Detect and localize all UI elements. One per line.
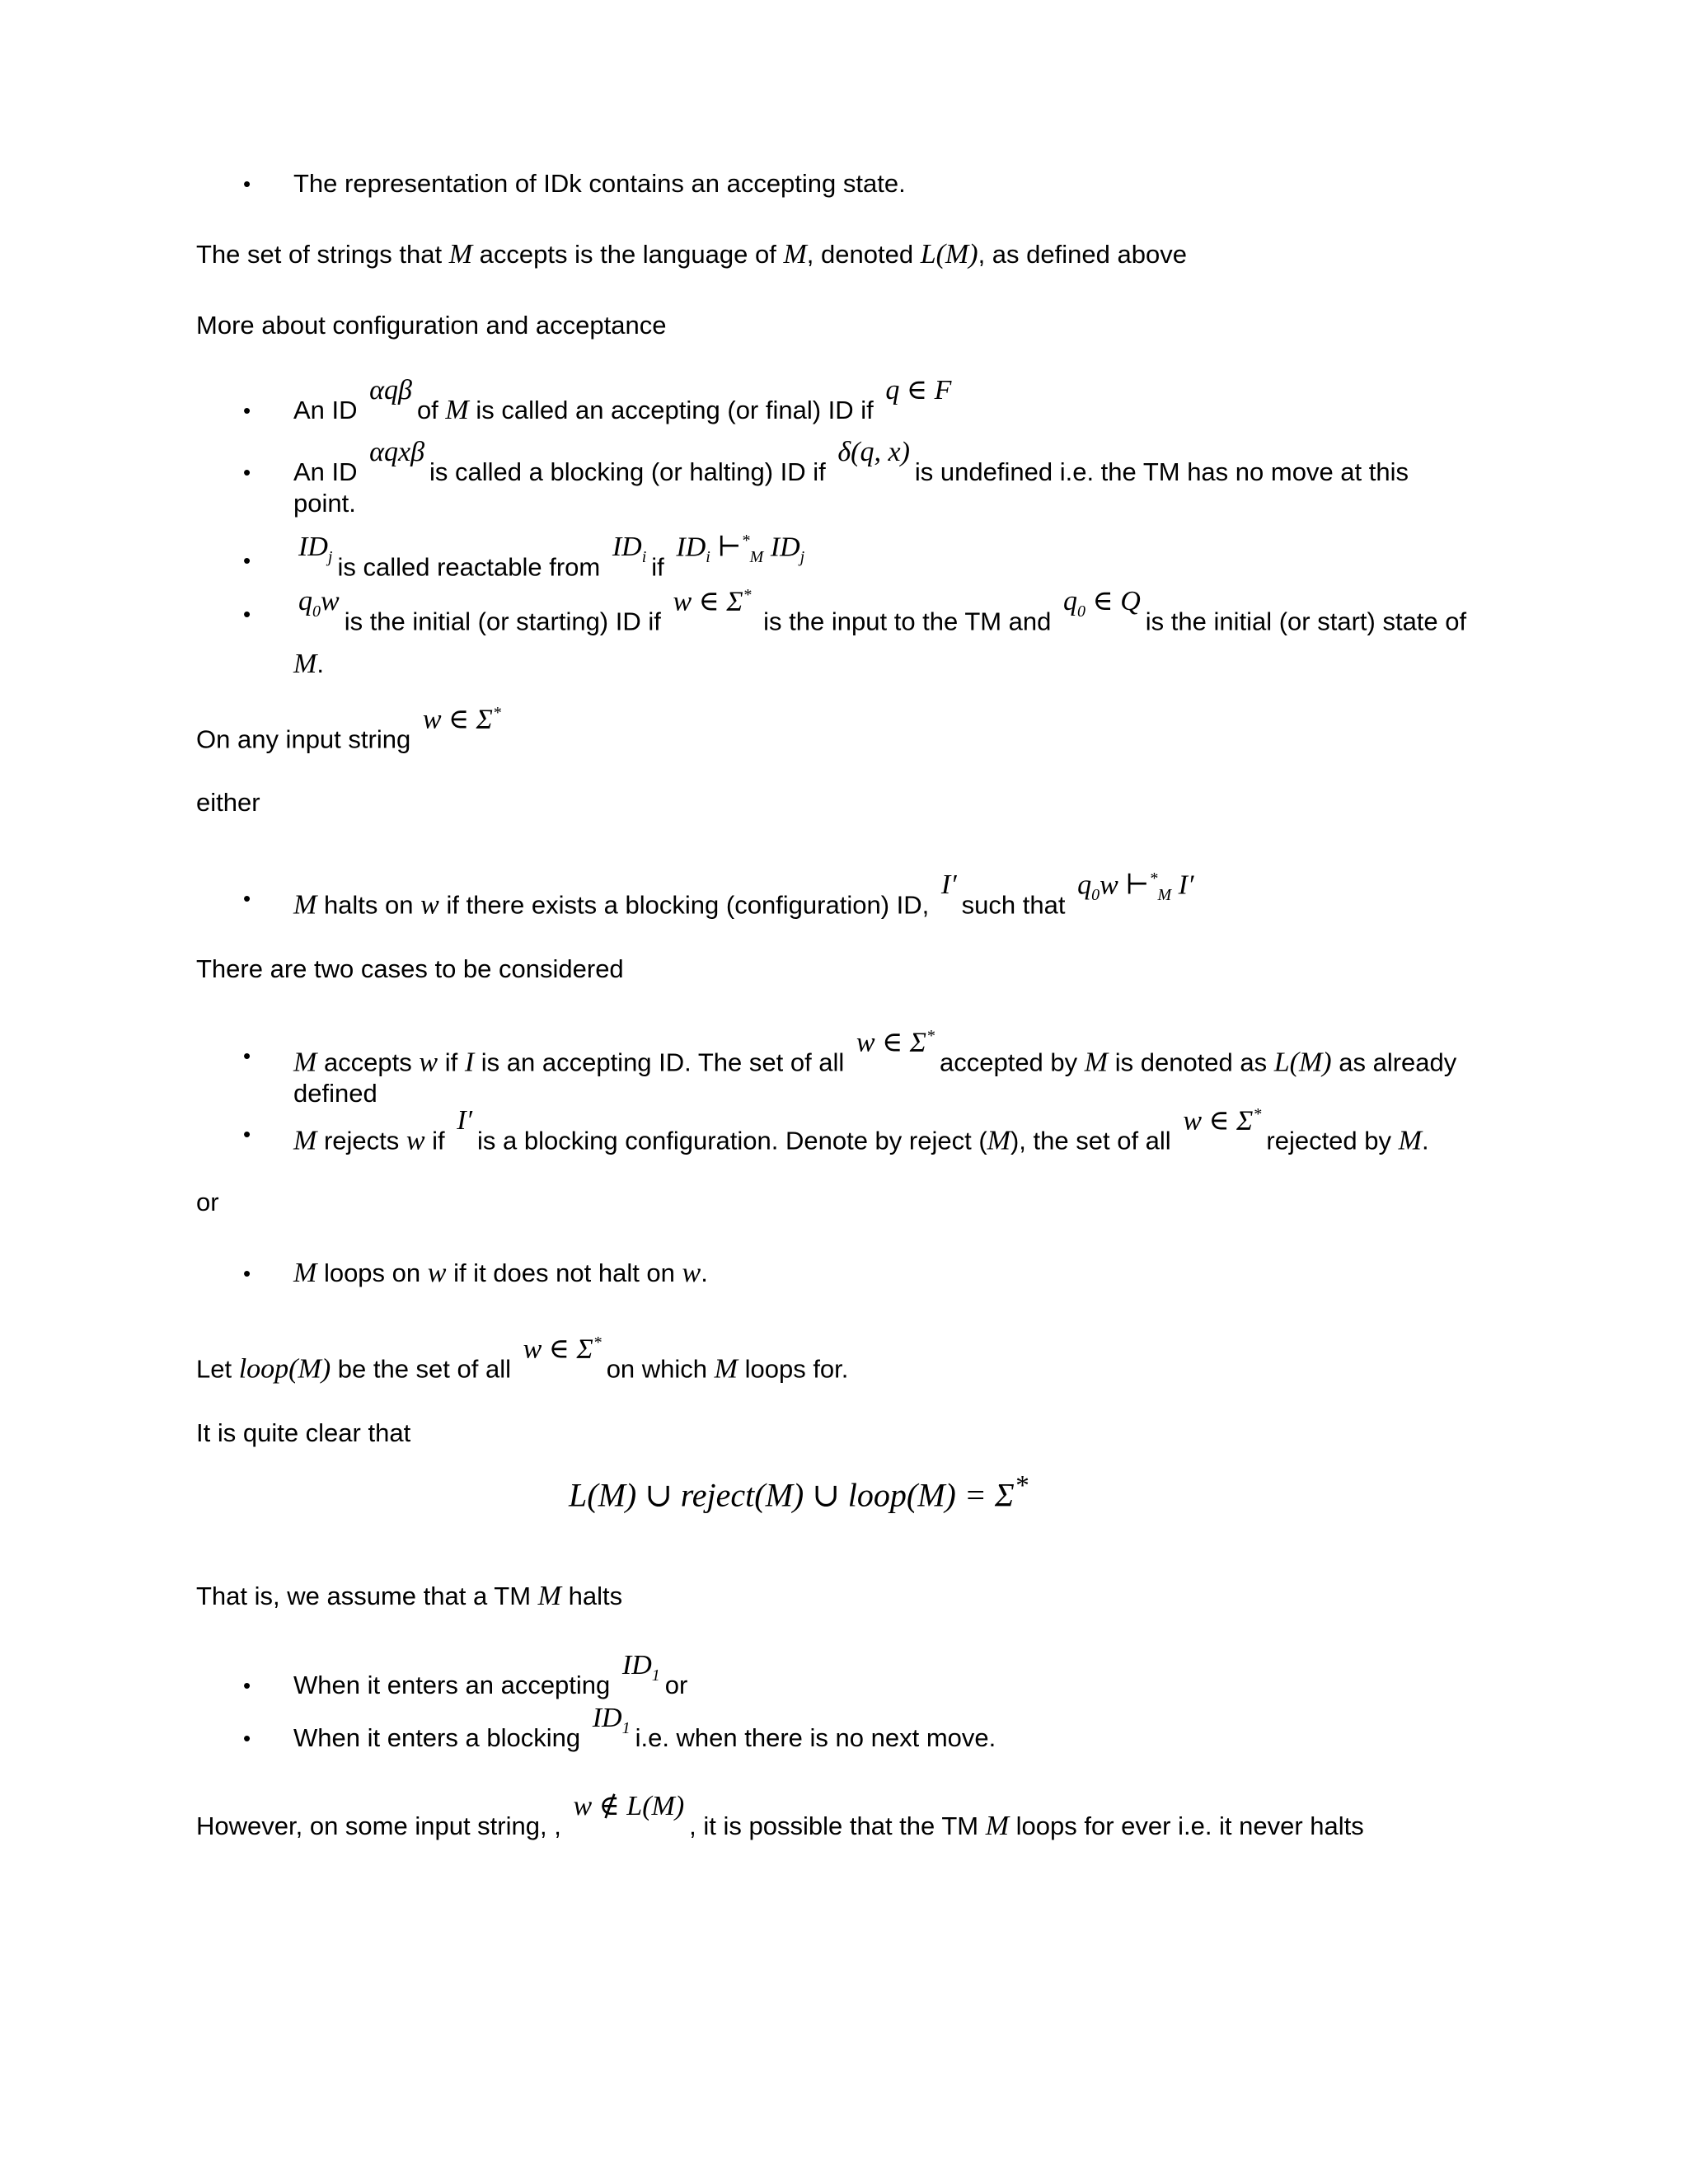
- text: either: [196, 788, 260, 817]
- math-M: M: [293, 649, 317, 680]
- math-w: w: [419, 1047, 438, 1078]
- paragraph-input-string: [196, 704, 506, 755]
- formula-I-prime: I′: [457, 1105, 473, 1137]
- equation-text: L(M) ∪ reject(M) ∪ loop(M) = Σ: [569, 1476, 1015, 1514]
- text: ), the set of all: [1010, 1126, 1179, 1155]
- text: be the set of all: [331, 1354, 518, 1384]
- formula-q-in-F: q ∈ F: [885, 375, 952, 405]
- text: is the initial (or start) state of: [1145, 607, 1467, 636]
- text: , it is possible that the TM: [689, 1811, 986, 1840]
- text: , denoted: [806, 240, 921, 269]
- text: When it enters an accepting: [293, 1671, 617, 1699]
- bullet-icon: •: [243, 398, 251, 423]
- text: There are two cases to be considered: [196, 954, 624, 983]
- formula-q0w-yields-I-prime: $q_0w$ $⊢^*_M$ I′: [1077, 869, 1194, 905]
- bullet-icon: •: [243, 1122, 251, 1146]
- bullet-icon: •: [243, 602, 251, 626]
- text: It is quite clear that: [196, 1418, 411, 1447]
- math-M: M: [445, 395, 469, 425]
- list-item: [293, 1027, 1472, 1109]
- math-M: M: [783, 239, 807, 269]
- bullet-icon: •: [243, 1673, 251, 1698]
- formula-reachability: $ID_i$ $⊢^*_M$ $ID_j$: [676, 532, 805, 567]
- formula-ID-1: $ID_1$: [592, 1703, 631, 1737]
- text: if: [438, 1047, 465, 1077]
- formula-q0-w: $q_0w$: [298, 586, 340, 621]
- text: halts: [560, 1582, 623, 1610]
- text: loops on: [316, 1258, 428, 1287]
- text: if there exists a blocking (configuration) ID,: [438, 890, 936, 920]
- list-item: [293, 1650, 1472, 1711]
- math-M: M: [293, 1125, 317, 1156]
- text: rejects: [316, 1126, 406, 1155]
- formula-ID-1: $ID_1$: [621, 1650, 660, 1685]
- text: When it enters a blocking: [293, 1723, 588, 1752]
- paragraph-loops-forever: [196, 1791, 1364, 1842]
- list-item: [293, 586, 1472, 681]
- paragraph-either: [196, 787, 260, 818]
- math-M: (M): [288, 1353, 331, 1385]
- formula-I-prime: I′: [940, 869, 957, 901]
- math-w: w: [682, 1258, 701, 1288]
- paragraph-clear: [196, 1418, 410, 1449]
- text: On any input string: [196, 724, 418, 754]
- formula-ID-i: $ID_i$: [612, 532, 647, 567]
- heading-text: More about configuration and acceptance: [196, 311, 667, 340]
- text: halts on: [316, 890, 421, 920]
- text: is an accepting ID. The set of all: [474, 1047, 851, 1077]
- text: The set of strings that: [196, 240, 449, 269]
- math-w: w: [406, 1125, 425, 1156]
- text: accepts is the language of: [472, 240, 784, 269]
- list-item: [293, 437, 1472, 519]
- list-item: [293, 532, 1472, 593]
- paragraph-loop: [196, 1333, 849, 1385]
- math-loop: loop: [238, 1353, 289, 1385]
- list-item: [293, 1703, 1472, 1764]
- text: on which: [606, 1354, 715, 1384]
- paragraph-language: [196, 239, 1187, 270]
- formula-delta-q-x: δ(q, x): [837, 437, 910, 467]
- formula-w-notin-L-of-M: w ∉ L(M): [573, 1791, 685, 1821]
- text: accepts: [316, 1047, 420, 1077]
- text: rejected by: [1266, 1126, 1399, 1155]
- text: That is, we assume that a TM: [196, 1582, 538, 1610]
- paragraph-or: [196, 1187, 219, 1218]
- bullet-icon: •: [243, 548, 251, 573]
- text: An ID: [293, 396, 365, 424]
- formula-alpha-q-beta: αqβ: [369, 375, 412, 405]
- text: .: [1421, 1126, 1429, 1155]
- text: is the initial (or starting) ID if: [344, 607, 668, 636]
- text: is called an accepting (or final) ID if: [468, 396, 881, 424]
- math-M: M: [1398, 1125, 1422, 1156]
- text: is undefined i.e. the TM has no move at this point.: [293, 457, 1409, 518]
- math-M: M: [293, 1047, 317, 1078]
- text: or: [664, 1671, 688, 1699]
- paragraph-halts: [196, 1581, 622, 1612]
- formula-w-in-sigma-star: w ∈ Σ*: [422, 704, 501, 735]
- list-item: [293, 869, 1472, 930]
- text: is called reactable from: [337, 552, 607, 582]
- text: such that: [961, 890, 1073, 920]
- math-I: I: [464, 1047, 475, 1078]
- math-L-of-M: L(M): [920, 239, 978, 269]
- formula-alpha-q-x-beta: αqxβ: [369, 437, 425, 467]
- text: Let: [196, 1354, 239, 1384]
- list-item: [293, 375, 1472, 426]
- bullet-icon: •: [243, 1726, 251, 1750]
- text: if: [651, 552, 672, 582]
- text: is the input to the TM and: [756, 607, 1059, 636]
- formula-w-in-sigma-star: w ∈ Σ*: [673, 586, 752, 617]
- math-L-of-M: L(M): [1273, 1047, 1332, 1078]
- math-M: M: [537, 1581, 561, 1611]
- math-M: M: [293, 889, 317, 921]
- math-M: M: [714, 1353, 738, 1385]
- text: accepted by: [939, 1047, 1085, 1077]
- math-M: M: [987, 1125, 1010, 1156]
- paragraph-two-cases: [196, 954, 624, 985]
- math-w: w: [427, 1258, 447, 1288]
- text: , as defined above: [978, 240, 1187, 269]
- equation-star: *: [1014, 1470, 1029, 1501]
- list-item: [293, 1258, 1472, 1289]
- text: .: [701, 1258, 708, 1287]
- text: However, on some input string, ,: [196, 1811, 569, 1840]
- section-heading: [196, 310, 666, 341]
- text: loops for.: [737, 1354, 849, 1384]
- formula-w-in-sigma-star: w ∈ Σ*: [1183, 1105, 1262, 1137]
- text: i.e. when there is no next move.: [635, 1723, 996, 1752]
- list-item-text: The representation of IDk contains an accepting state.: [293, 169, 906, 198]
- text: of: [416, 396, 446, 424]
- equation-partition: [569, 1470, 1028, 1514]
- formula-w-in-sigma-star: w ∈ Σ*: [523, 1333, 602, 1365]
- math-M: M: [293, 1258, 317, 1288]
- text: An ID: [293, 457, 365, 486]
- text: loops for ever i.e. it never halts: [1009, 1811, 1364, 1840]
- bullet-icon: •: [243, 1043, 251, 1068]
- math-w: w: [420, 889, 439, 921]
- formula-ID-j: $ID_j$: [298, 532, 333, 567]
- text: is called a blocking (or halting) ID if: [429, 457, 833, 486]
- math-M: M: [985, 1811, 1010, 1841]
- bullet-icon: •: [243, 886, 251, 911]
- list-item: [293, 1105, 1472, 1156]
- text: is denoted as: [1108, 1047, 1274, 1077]
- formula-q0-in-Q: $q_0$ ∈ Q: [1063, 586, 1141, 621]
- list-item: [293, 168, 1472, 199]
- text: if: [424, 1126, 452, 1155]
- text: is a blocking configuration. Denote by reject (: [477, 1126, 987, 1155]
- text: or: [196, 1188, 219, 1216]
- text: if it does not halt on: [446, 1258, 682, 1287]
- text: as already defined: [293, 1047, 1457, 1108]
- text: .: [316, 649, 324, 679]
- math-M: M: [1084, 1047, 1109, 1078]
- formula-w-in-sigma-star: w ∈ Σ*: [856, 1027, 935, 1058]
- bullet-icon: •: [243, 460, 251, 485]
- math-M: M: [448, 239, 473, 269]
- bullet-icon: •: [243, 171, 251, 196]
- bullet-icon: •: [243, 1261, 251, 1286]
